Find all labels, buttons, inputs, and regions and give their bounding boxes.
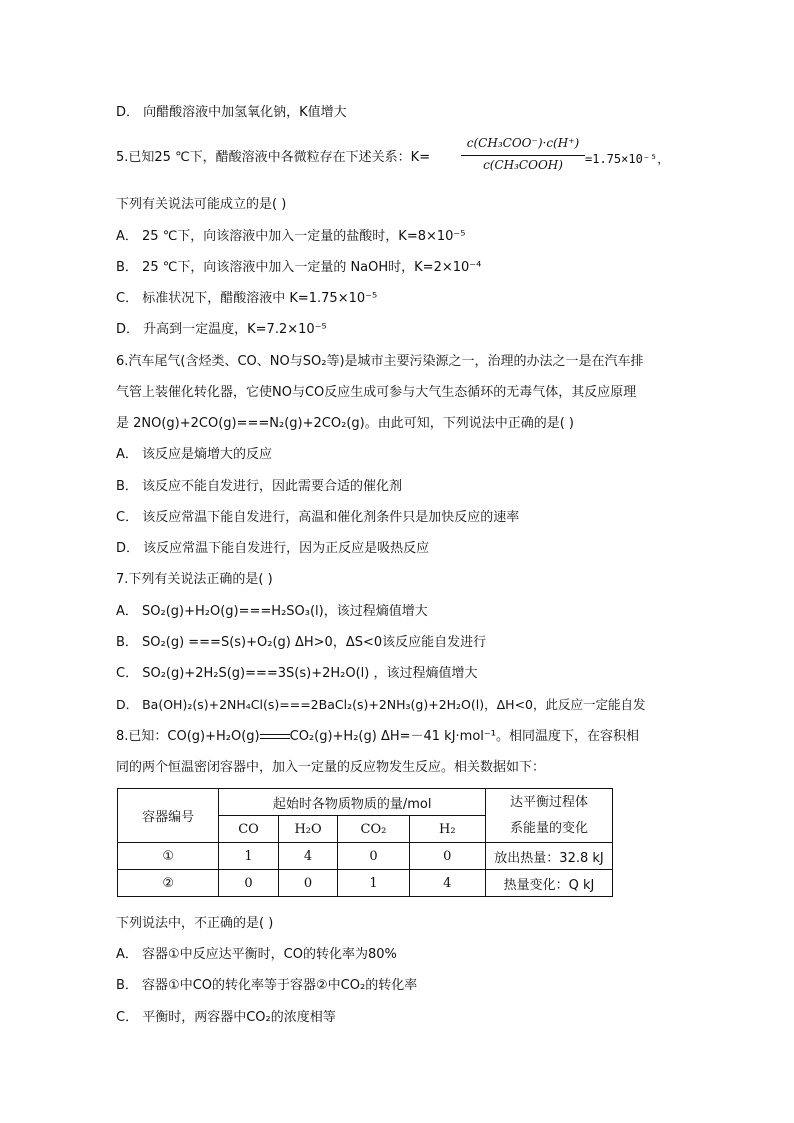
fraction-bar bbox=[461, 155, 585, 156]
q6-option-c: C． 该反应常温下能自发进行，高温和催化剂条件只是加快反应的速率 bbox=[116, 510, 520, 525]
q6-option-a: A． 该反应是熵增大的反应 bbox=[116, 447, 273, 462]
header-energy-change bbox=[486, 789, 613, 843]
q6-stem-line-2: 气管上装催化转化器，它使NO与CO反应生成可参与大气生态循环的无毒气体，其反应原理 bbox=[116, 385, 637, 400]
q8-data-table bbox=[117, 788, 613, 897]
table-row bbox=[118, 870, 613, 897]
col-h2: H₂ bbox=[409, 816, 486, 843]
header-container-id: 容器编号 bbox=[118, 789, 219, 843]
header-energy-line-2: 系能量的变化 bbox=[510, 820, 589, 836]
cell-h2: 0 bbox=[409, 843, 486, 870]
q4-option-d: D． 向醋酸溶液中加氢氧化钠，K值增大 bbox=[116, 105, 347, 120]
q8-stem-line-2: 同的两个恒温密闭容器中，加入一定量的反应物发生反应。相关数据如下： bbox=[116, 760, 546, 775]
cell-energy: 放出热量：32.8 kJ bbox=[486, 843, 613, 870]
q5-option-a: A． 25 ℃下，向该溶液中加入一定量的盐酸时，K=8×10⁻⁵ bbox=[116, 229, 466, 244]
q5-fraction bbox=[461, 136, 585, 172]
table-row bbox=[118, 843, 613, 870]
q5-stem: 5.已知25 ℃下，醋酸溶液中各微粒存在下述关系：K= bbox=[116, 150, 431, 165]
q7-option-c: C． SO₂(g)+2H₂S(g)===3S(s)+2H₂O(l) ，该过程熵值增大 bbox=[116, 666, 478, 681]
cell-h2o: 4 bbox=[278, 843, 338, 870]
header-initial-amounts: 起始时各物质物质的量/mol bbox=[219, 789, 486, 816]
col-co2: CO₂ bbox=[338, 816, 409, 843]
row-container-id: ① bbox=[118, 843, 219, 870]
equilibrium-arrow-icon bbox=[260, 733, 290, 741]
cell-h2: 4 bbox=[409, 870, 486, 897]
cell-co2: 1 bbox=[338, 870, 409, 897]
q7-option-a: A． SO₂(g)+H₂O(g)===H₂SO₃(l)，该过程熵值增大 bbox=[116, 604, 428, 619]
q6-option-d: D． 该反应常温下能自发进行，因为正反应是吸热反应 bbox=[116, 541, 430, 556]
q7-option-d: D． Ba(OH)₂(s)+2NH₄Cl(s)===2BaCl₂(s)+2NH₃(g)+2H₂O(l)，ΔH<0，此反应一定能自发 bbox=[116, 697, 646, 712]
q8-equation-right: CO₂(g)+H₂(g) ΔH=－41 kJ·mol⁻¹。相同温度下，在容积相 bbox=[289, 729, 639, 744]
q6-stem-line-1: 6.汽车尾气(含烃类、CO、NO与SO₂等)是城市主要污染源之一，治理的办法之一是在汽车排 bbox=[116, 354, 644, 369]
col-h2o: H₂O bbox=[278, 816, 338, 843]
q7-option-b: B． SO₂(g) ===S(s)+O₂(g) ΔH>0，ΔS<0该反应能自发进行 bbox=[116, 635, 487, 650]
cell-h2o: 0 bbox=[278, 870, 338, 897]
table-header-row bbox=[118, 789, 613, 816]
q8-option-c: C． 平衡时，两容器中CO₂的浓度相等 bbox=[116, 1010, 336, 1025]
row-container-id: ② bbox=[118, 870, 219, 897]
q5-option-c: C． 标准状况下，醋酸溶液中 K=1.75×10⁻⁵ bbox=[116, 291, 378, 306]
cell-co2: 0 bbox=[338, 843, 409, 870]
q5-question: 下列有关说法可能成立的是( ) bbox=[116, 197, 287, 212]
q5-option-b: B． 25 ℃下，向该溶液中加入一定量的 NaOH时，K=2×10⁻⁴ bbox=[116, 260, 482, 275]
q5-option-d: D． 升高到一定温度，K=7.2×10⁻⁵ bbox=[116, 322, 327, 337]
q5-fraction-denominator: c(CH₃COOH) bbox=[483, 158, 563, 172]
q8-equation-left: 8.已知：CO(g)+H₂O(g) bbox=[116, 729, 260, 744]
col-co: CO bbox=[219, 816, 278, 843]
q8-stem-line-1 bbox=[116, 728, 639, 746]
q8-question: 下列说法中，不正确的是( ) bbox=[116, 916, 274, 931]
cell-energy: 热量变化：Q kJ bbox=[486, 870, 613, 897]
q5-fraction-numerator: c(CH₃COO⁻)·c(H⁺) bbox=[466, 136, 580, 150]
cell-co: 0 bbox=[219, 870, 278, 897]
q8-option-a: A． 容器①中反应达平衡时，CO的转化率为80% bbox=[116, 947, 397, 962]
cell-co: 1 bbox=[219, 843, 278, 870]
q5-value: =1.75×10⁻⁵， bbox=[585, 152, 670, 166]
q6-option-b: B． 该反应不能自发进行，因此需要合适的催化剂 bbox=[116, 479, 403, 494]
q8-option-b: B． 容器①中CO的转化率等于容器②中CO₂的转化率 bbox=[116, 978, 418, 993]
header-energy-line-1: 达平衡过程体 bbox=[510, 794, 589, 810]
q7-stem: 7.下列有关说法正确的是( ) bbox=[116, 572, 273, 587]
q6-stem-line-3: 是 2NO(g)+2CO(g)===N₂(g)+2CO₂(g)。由此可知，下列说法中正确的是( ) bbox=[116, 416, 574, 431]
